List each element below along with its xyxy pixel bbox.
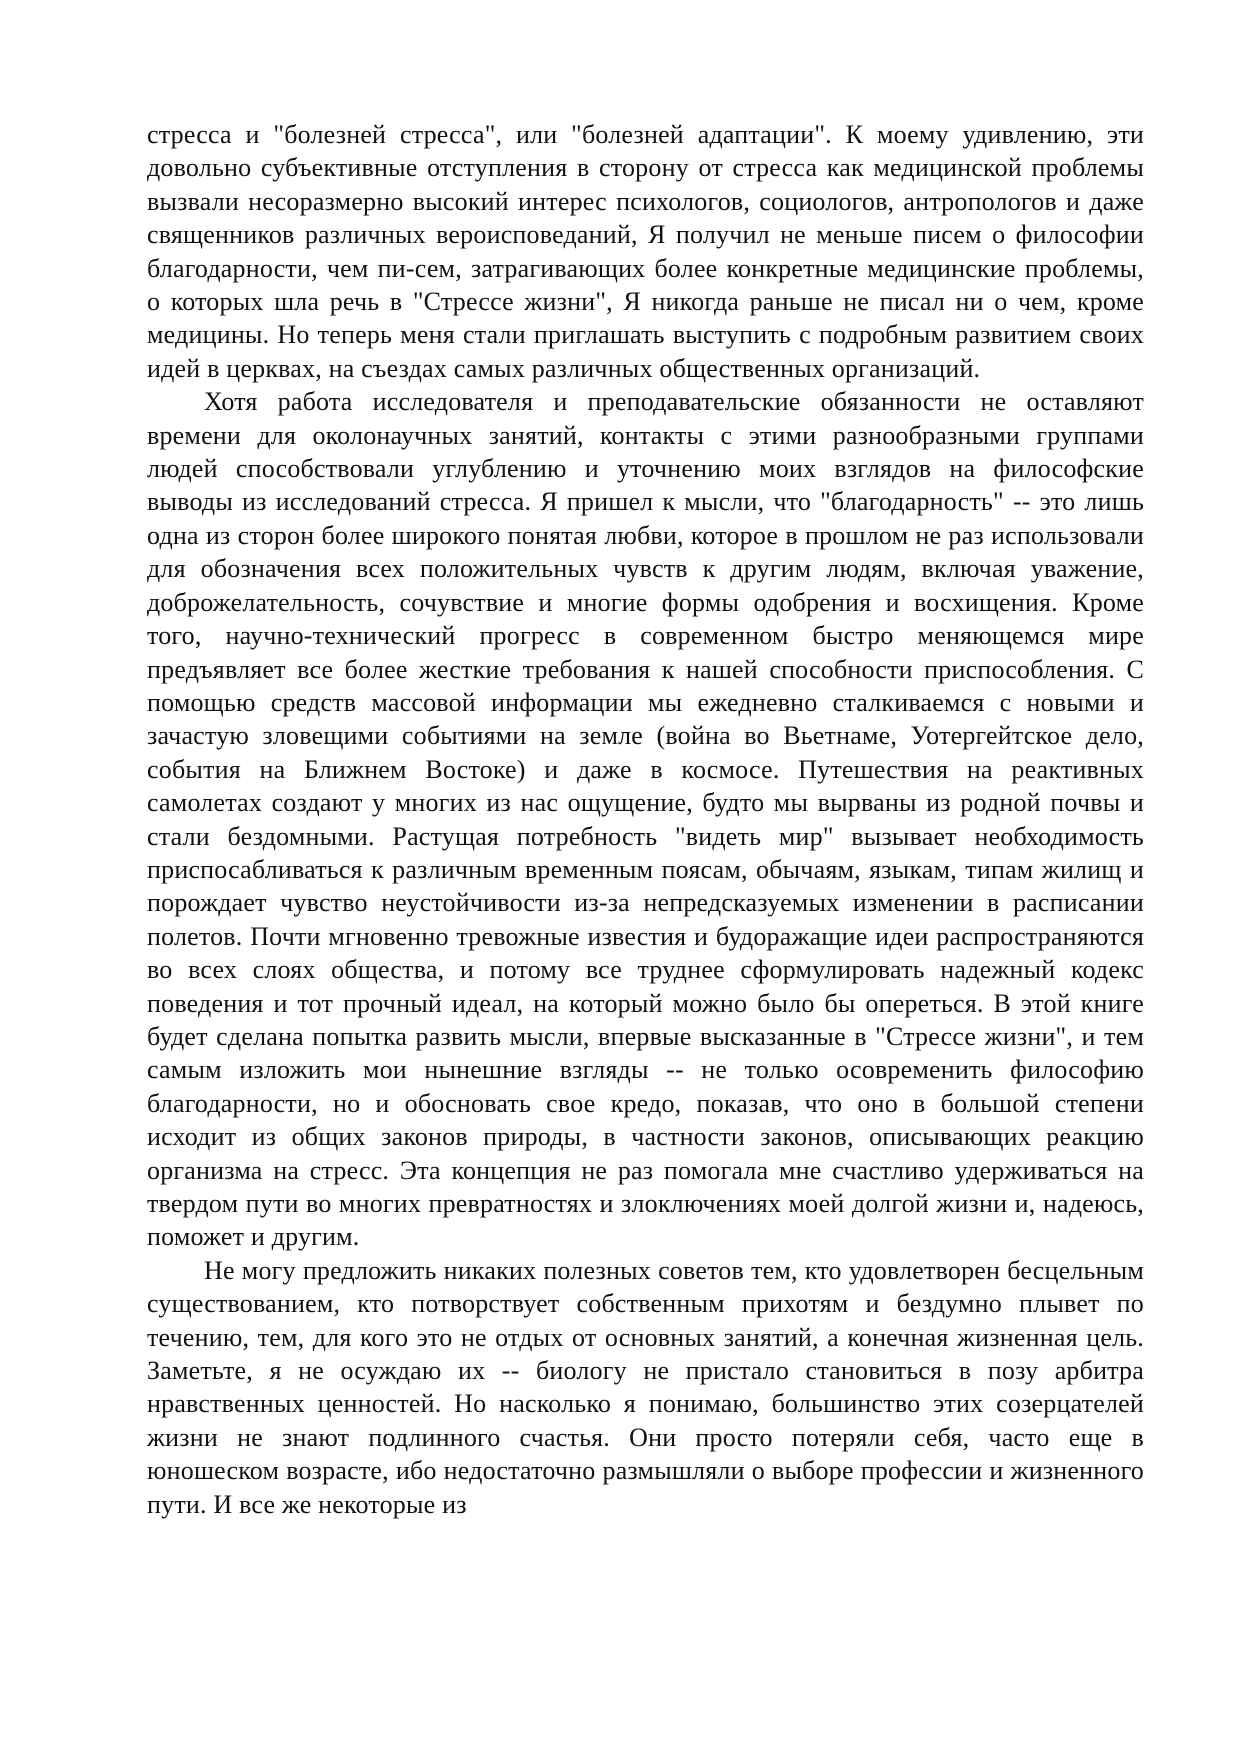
paragraph-2: Хотя работа исследователя и преподавательские обязанности не оставляют времени для околонаучных занятий, контакты с этими разнообразными группами людей способствовали углублению и уточнению моих взглядов на философские выводы из исследований стресса. Я пришел к мысли, что "благодарность" -- это лишь одна из сторон более широкого понятая любви, которое в прошлом не раз использовали для обозначения всех положительных чувств к другим людям, включая уважение, доброжелательность, сочувствие и многие формы одобрения и восхищения. Кроме того, научно-технический прогресс в современном быстро меняющемся мире предъявляет все более жесткие требования к нашей способности приспособления. С помощью средств массовой информации мы ежедневно сталкиваемся с новыми и зачастую зловещими событиями на земле (война во Вьетнаме, Уотергейтское дело, события на Ближнем Востоке) и даже в космосе. Путешествия на реактивных самолетах создают у многих из нас ощущение, будто мы вырваны из родной почвы и стали бездомными. Растущая потребность "видеть мир" вызывает необходимость приспосабливаться к различным временным поясам, обычаям, языкам, типам жилищ и порождает чувство неустойчивости из-за непредсказуемых изменении в расписании полетов. Почти мгновенно тревожные известия и будоражащие идеи распространяются во всех слоях общества, и потому все труднее сформулировать надежный кодекс поведения и тот прочный идеал, на который можно было бы опереться. В этой книге будет сделана попытка развить мысли, впервые высказанные в "Стрессе жизни", и тем самым изложить мои нынешние взгляды -- не только осовременить философию благодарности, но и обосновать свое кредо, показав, что оно в большой степени исходит из общих законов природы, в частности законов, описывающих реакцию организма на стресс. Эта концепция не раз помогала мне счастливо удерживаться на твердом пути во многих превратностях и злоключениях моей долгой жизни и, надеюсь, поможет и другим. [147, 387, 1144, 1252]
paragraph-3: Не могу предложить никаких полезных советов тем, кто удовлетворен бесцельным существованием, кто потворствует собственным прихотям и бездумно плывет по течению, тем, для кого это не отдых от основных занятий, а конечная жизненная цель. Заметьте, я не осуждаю их -- биологу не пристало становиться в позу арбитра нравственных ценностей. Но насколько я понимаю, большинство этих созерцателей жизни не знают подлинного счастья. Они просто потеряли себя, часто еще в юношеском возрасте, ибо недостаточно размышляли о выборе профессии и жизненного пути. И все же некоторые из [147, 1255, 1144, 1519]
body-text [147, 118, 1144, 1521]
paragraph-1: стресса и "болезней стресса", или "болезней адаптации". К моему удивлению, эти довольно субъективные отступления в сторону от стресса как медицинской проблемы вызвали несоразмерно высокий интерес психологов, социологов, антропологов и даже священников различных вероисповеданий, Я получил не меньше писем о философии благодарности, чем пи-сем, затрагивающих более конкретные медицинские проблемы, о которых шла речь в "Стрессе жизни", Я никогда раньше не писал ни о чем, кроме медицины. Но теперь меня стали приглашать выступить с подробным развитием своих идей в церквах, на съездах самых различных общественных организаций. [147, 120, 1144, 383]
